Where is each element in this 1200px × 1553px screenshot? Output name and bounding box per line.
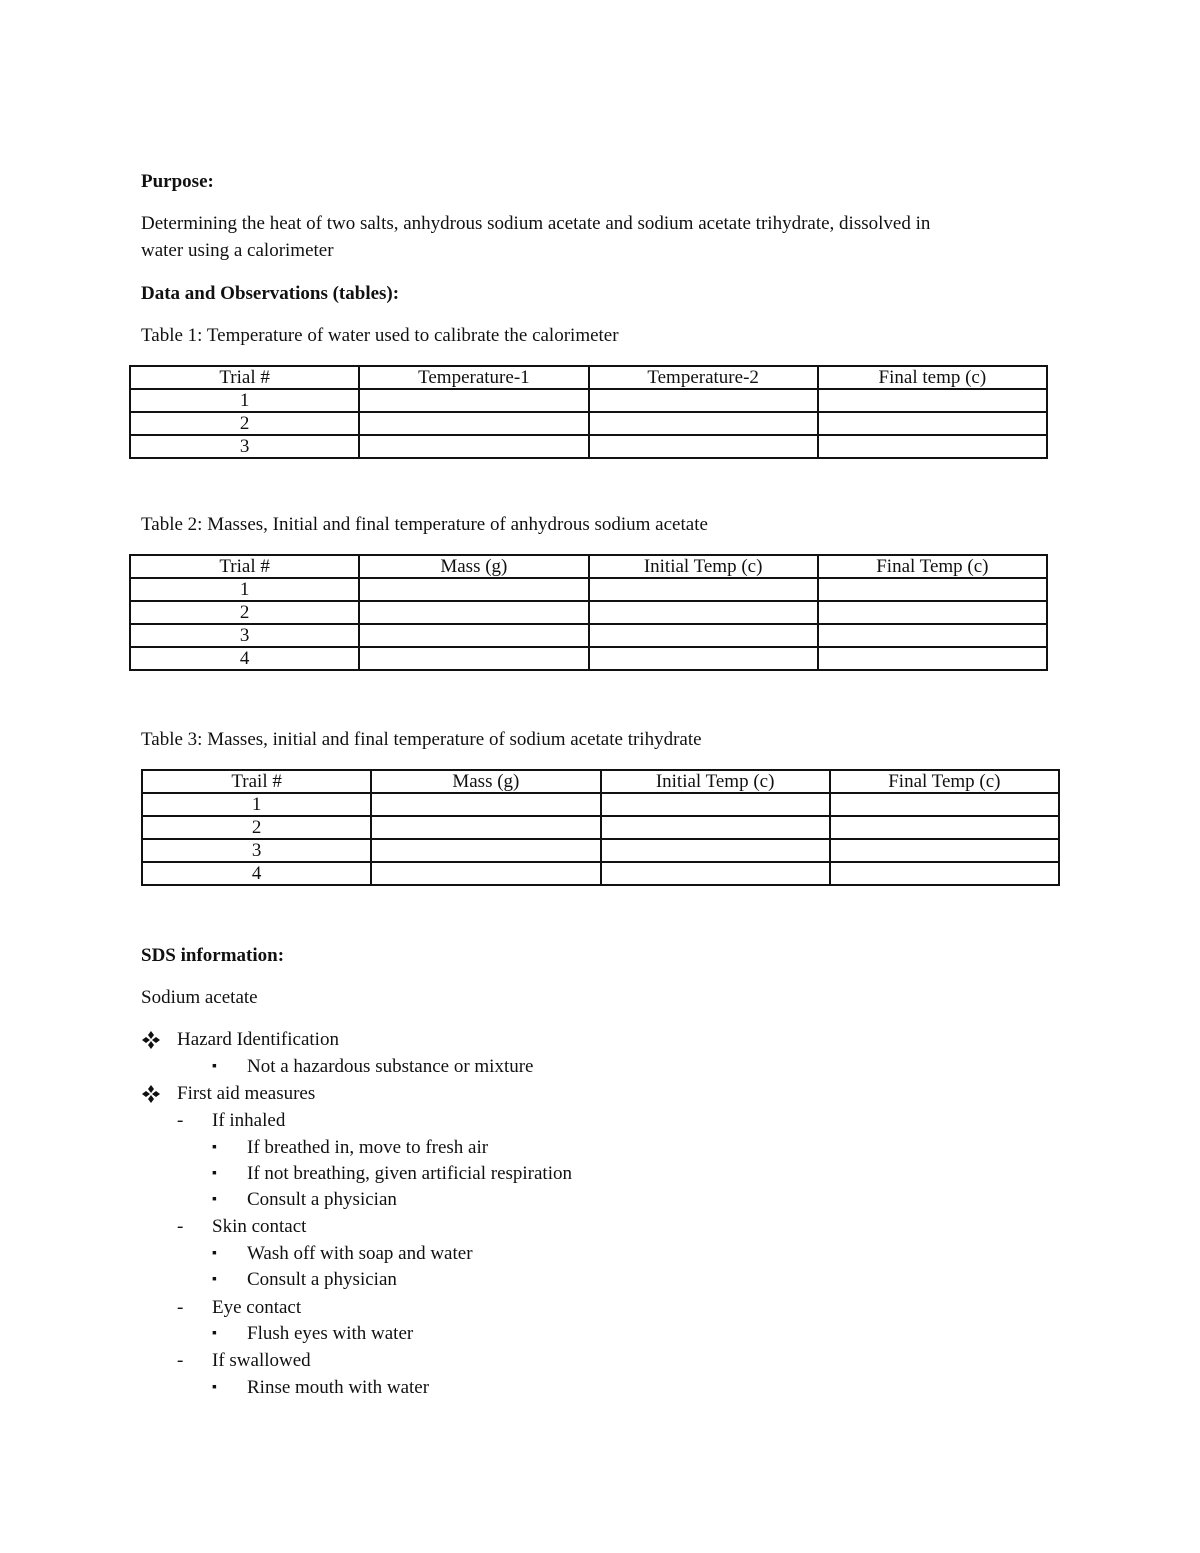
sds-heading: SDS information:: [141, 945, 285, 966]
table-cell: [589, 578, 818, 601]
column-header: Final Temp (c): [830, 770, 1059, 793]
table-cell: 1: [130, 578, 359, 601]
table-row: [130, 412, 1047, 435]
column-header: Initial Temp (c): [589, 555, 818, 578]
table-cell: [601, 793, 830, 816]
square-bullet-icon: ▪: [212, 1059, 217, 1074]
table-cell: [359, 624, 588, 647]
table-cell: [371, 793, 600, 816]
table-row: [130, 389, 1047, 412]
dash-bullet-icon: -: [177, 1216, 184, 1237]
table-cell: [359, 435, 588, 458]
table-cell: [371, 816, 600, 839]
table-cell: [359, 412, 588, 435]
column-header: Trial #: [130, 555, 359, 578]
column-header: Trail #: [142, 770, 371, 793]
table-cell: [830, 839, 1059, 862]
table-cell: [359, 389, 588, 412]
table-cell: [589, 601, 818, 624]
eye-item: Flush eyes with water: [247, 1323, 414, 1344]
table-cell: [818, 412, 1047, 435]
table-cell: [589, 412, 818, 435]
table2: [129, 554, 1048, 671]
table-cell: 2: [130, 601, 359, 624]
first-aid-label: First aid measures: [177, 1083, 316, 1104]
hazard-identification-label: Hazard Identification: [177, 1029, 339, 1050]
table-cell: [601, 816, 830, 839]
table-cell: 3: [130, 435, 359, 458]
square-bullet-icon: ▪: [212, 1380, 217, 1395]
table-cell: [589, 389, 818, 412]
table-header-row: [130, 555, 1047, 578]
swallowed-item: Rinse mouth with water: [247, 1377, 430, 1398]
column-header: Final Temp (c): [818, 555, 1047, 578]
table-cell: [818, 624, 1047, 647]
table-header-row: [130, 366, 1047, 389]
square-bullet-icon: ▪: [212, 1140, 217, 1155]
table-cell: [601, 862, 830, 885]
table-row: [142, 862, 1059, 885]
skin-item: Wash off with soap and water: [247, 1243, 473, 1264]
column-header: Mass (g): [359, 555, 588, 578]
table-cell: [818, 601, 1047, 624]
table-cell: [818, 435, 1047, 458]
column-header: Initial Temp (c): [601, 770, 830, 793]
table-row: [130, 435, 1047, 458]
square-bullet-icon: ▪: [212, 1192, 217, 1207]
table2-caption: Table 2: Masses, Initial and final temperature of anhydrous sodium acetate: [141, 514, 708, 535]
column-header: Temperature-2: [589, 366, 818, 389]
purpose-text-line-1: Determining the heat of two salts, anhydrous sodium acetate and sodium acetate trihydrate, dissolved in: [141, 213, 931, 234]
column-header: Temperature-1: [359, 366, 588, 389]
skin-item: Consult a physician: [247, 1269, 397, 1290]
inhaled-item: If breathed in, move to fresh air: [247, 1137, 489, 1158]
table3-caption: Table 3: Masses, initial and final temperature of sodium acetate trihydrate: [141, 729, 702, 750]
table-cell: [830, 816, 1059, 839]
table-row: [130, 624, 1047, 647]
table-cell: [359, 578, 588, 601]
table-row: [142, 816, 1059, 839]
data-observations-heading: Data and Observations (tables):: [141, 283, 400, 304]
table-cell: [589, 647, 818, 670]
table-row: [130, 647, 1047, 670]
table-cell: [818, 389, 1047, 412]
square-bullet-icon: ▪: [212, 1272, 217, 1287]
table-cell: 4: [142, 862, 371, 885]
table3: [141, 769, 1060, 886]
table-cell: [818, 578, 1047, 601]
table-cell: [589, 624, 818, 647]
diamond-bullet-icon: [141, 1084, 161, 1104]
table-cell: 1: [142, 793, 371, 816]
table-row: [130, 578, 1047, 601]
skin-contact-label: Skin contact: [212, 1216, 307, 1237]
inhaled-item: If not breathing, given artificial respiration: [247, 1163, 572, 1184]
table-cell: [371, 839, 600, 862]
table-cell: 2: [142, 816, 371, 839]
eye-contact-label: Eye contact: [212, 1297, 302, 1318]
table-cell: [359, 601, 588, 624]
purpose-heading: Purpose:: [141, 171, 214, 192]
inhaled-item: Consult a physician: [247, 1189, 397, 1210]
table-cell: [830, 793, 1059, 816]
table-row: [142, 793, 1059, 816]
table-row: [130, 601, 1047, 624]
if-swallowed-label: If swallowed: [212, 1350, 311, 1371]
table-cell: [371, 862, 600, 885]
table-header-row: [142, 770, 1059, 793]
table-cell: 1: [130, 389, 359, 412]
hazard-item: Not a hazardous substance or mixture: [247, 1056, 534, 1077]
table-cell: [601, 839, 830, 862]
purpose-text-line-2: water using a calorimeter: [141, 240, 334, 261]
table-cell: 3: [142, 839, 371, 862]
column-header: Final temp (c): [818, 366, 1047, 389]
table-cell: 4: [130, 647, 359, 670]
table1-caption: Table 1: Temperature of water used to calibrate the calorimeter: [141, 325, 619, 346]
dash-bullet-icon: -: [177, 1350, 184, 1371]
table1: [129, 365, 1048, 459]
square-bullet-icon: ▪: [212, 1246, 217, 1261]
square-bullet-icon: ▪: [212, 1326, 217, 1341]
sds-substance: Sodium acetate: [141, 987, 258, 1008]
if-inhaled-label: If inhaled: [212, 1110, 286, 1131]
square-bullet-icon: ▪: [212, 1166, 217, 1181]
dash-bullet-icon: -: [177, 1297, 184, 1318]
table-cell: 2: [130, 412, 359, 435]
dash-bullet-icon: -: [177, 1110, 184, 1131]
diamond-bullet-icon: [141, 1030, 161, 1050]
table-cell: [359, 647, 588, 670]
table-cell: [830, 862, 1059, 885]
table-cell: [818, 647, 1047, 670]
column-header: Mass (g): [371, 770, 600, 793]
table-cell: 3: [130, 624, 359, 647]
table-cell: [589, 435, 818, 458]
table-row: [142, 839, 1059, 862]
column-header: Trial #: [130, 366, 359, 389]
